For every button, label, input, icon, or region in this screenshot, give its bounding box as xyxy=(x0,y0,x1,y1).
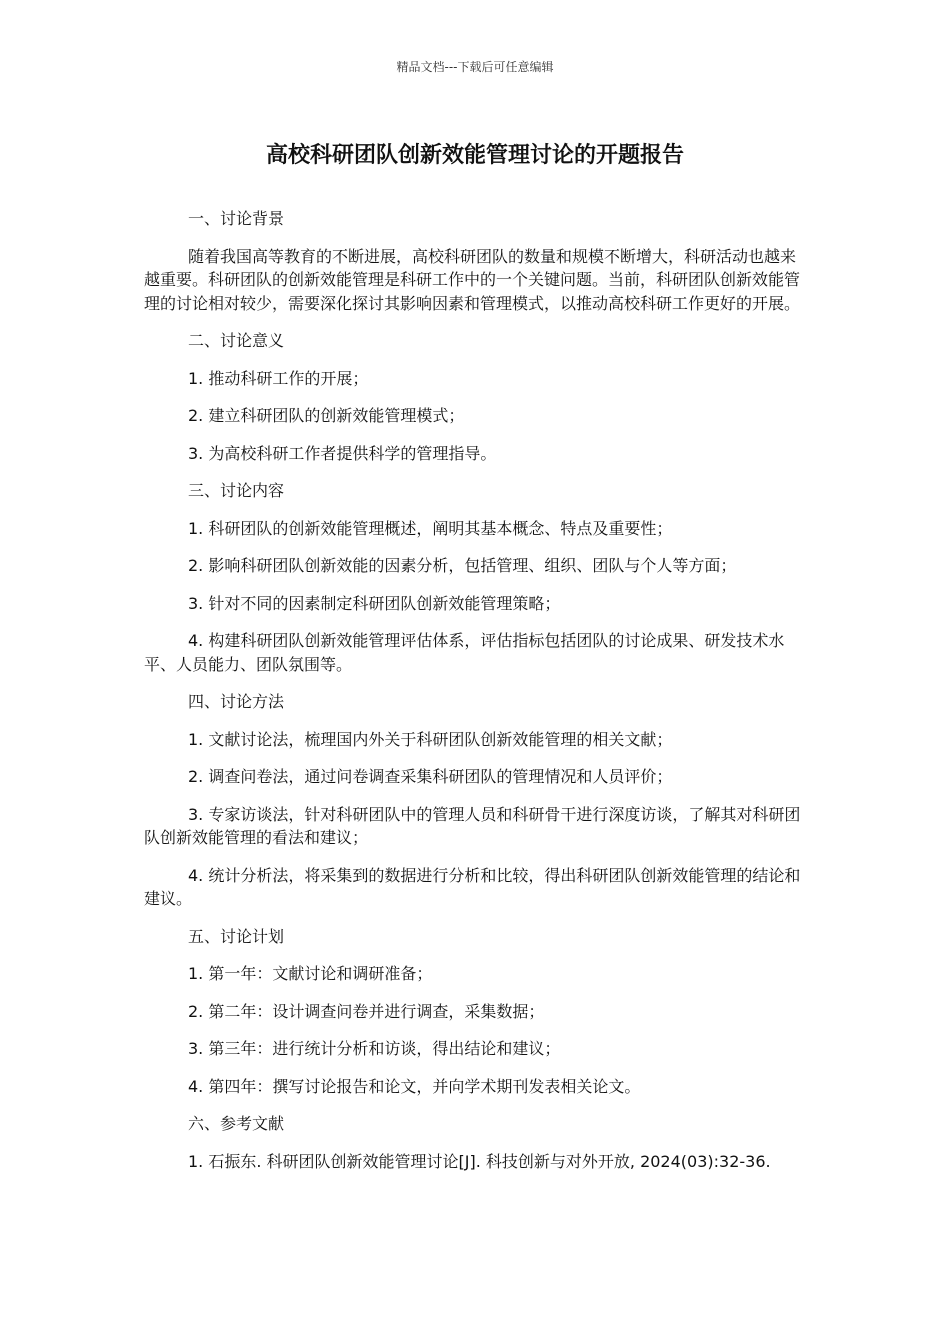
list-item: 2. 建立科研团队的创新效能管理模式； xyxy=(188,406,465,425)
list-item: 4. 构建科研团队创新效能管理评估体系，评估指标包括团队的讨论成果、研发技术水平、人员能力、团队氛围等。 xyxy=(144,631,785,674)
section-heading-references: 六、参考文献 xyxy=(188,1114,285,1133)
list-item: 1. 文献讨论法，梳理国内外关于科研团队创新效能管理的相关文献； xyxy=(188,729,673,749)
list-item: 1. 第一年：文献讨论和调研准备； xyxy=(188,964,433,983)
section-heading-methods: 四、讨论方法 xyxy=(188,692,285,711)
list-item: 2. 第二年：设计调查问卷并进行调查，采集数据； xyxy=(188,1001,545,1021)
list-item: 2. 调查问卷法，通过问卷调查采集科研团队的管理情况和人员评价； xyxy=(188,767,673,786)
list-item: 3. 第三年：进行统计分析和访谈，得出结论和建议； xyxy=(188,1039,561,1058)
section-heading-plan: 五、讨论计划 xyxy=(188,926,285,946)
list-item: 3. 专家访谈法，针对科研团队中的管理人员和科研骨干进行深度访谈，了解其对科研团队创新效能管理的看法和建议； xyxy=(144,804,801,847)
section-heading-content: 三、讨论内容 xyxy=(188,481,285,500)
list-item: 1. 科研团队的创新效能管理概述，阐明其基本概念、特点及重要性； xyxy=(188,518,673,538)
list-item: 4. 第四年：撰写讨论报告和论文，并向学术期刊发表相关论文。 xyxy=(188,1076,641,1096)
reference-item: 1. 石振东. 科研团队创新效能管理讨论[J]. 科技创新与对外开放, 2024(03):32-36. xyxy=(188,1151,771,1171)
list-item: 3. 针对不同的因素制定科研团队创新效能管理策略； xyxy=(188,593,561,613)
document-title: 高校科研团队创新效能管理讨论的开题报告 xyxy=(265,143,684,168)
list-item: 3. 为高校科研工作者提供科学的管理指导。 xyxy=(188,443,497,463)
section-heading-significance: 二、讨论意义 xyxy=(188,331,285,350)
document-body xyxy=(144,207,806,1187)
list-item: 4. 统计分析法，将采集到的数据进行分析和比较，得出科研团队创新效能管理的结论和建议。 xyxy=(144,865,801,908)
section-heading-background: 一、讨论背景 xyxy=(188,209,285,228)
list-item: 1. 推动科研工作的开展； xyxy=(188,368,369,388)
background-paragraph: 随着我国高等教育的不断进展，高校科研团队的数量和规模不断增大，科研活动也越来越重要。科研团队的创新效能管理是科研工作中的一个关键问题。当前，科研团队创新效能管理的讨论相对较少，需要深化探讨其影响因素和管理模式，以推动高校科研工作更好的开展。 xyxy=(144,246,801,313)
page-header: 精品文档---下载后可任意编辑 xyxy=(396,60,554,74)
list-item: 2. 影响科研团队创新效能的因素分析，包括管理、组织、团队与个人等方面； xyxy=(188,556,737,575)
